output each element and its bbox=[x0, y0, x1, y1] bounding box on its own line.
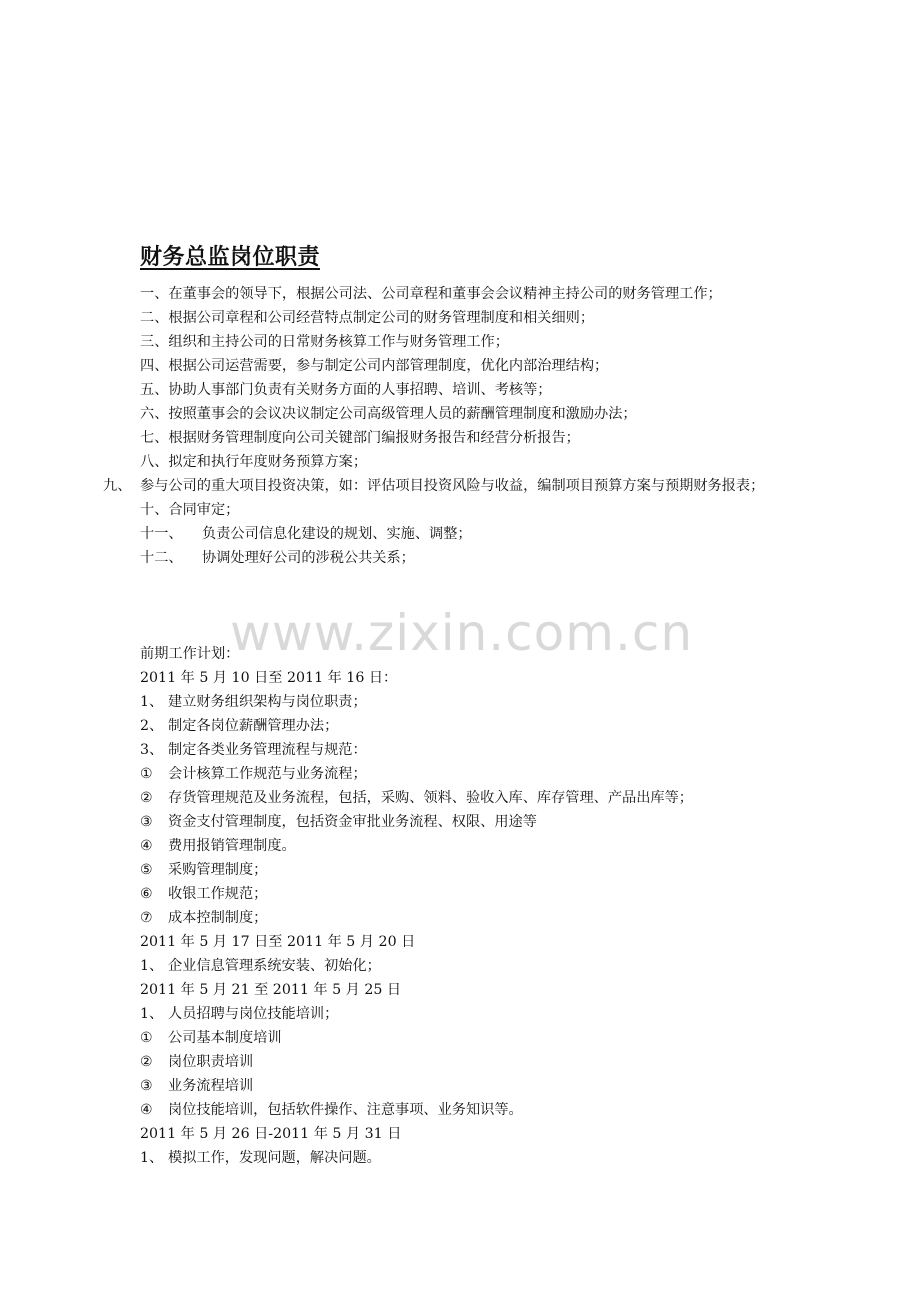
list-item bbox=[140, 738, 790, 762]
plan-period: 2011 年 5 月 21 至 2011 年 5 月 25 日 bbox=[140, 982, 402, 998]
duty-text: 拟定和执行年度财务预算方案； bbox=[168, 454, 368, 470]
sub-item bbox=[140, 786, 790, 810]
duty-number: 二、 bbox=[140, 310, 169, 326]
sub-item bbox=[140, 882, 790, 906]
duty-item bbox=[140, 306, 790, 330]
document-page bbox=[103, 0, 790, 1302]
item-text: 企业信息管理系统安装、初始化； bbox=[168, 958, 381, 974]
circled-number: ② bbox=[140, 790, 153, 806]
circled-number: ④ bbox=[140, 1102, 153, 1118]
sub-item bbox=[140, 1026, 790, 1050]
list-item bbox=[140, 690, 790, 714]
list-item bbox=[140, 714, 790, 738]
duty-item: 九、 参与公司的重大项目投资决策，如：评估项目投资风险与收益，编制项目预算方案与预期财务报表； bbox=[103, 478, 765, 494]
duty-item bbox=[140, 282, 790, 306]
item-text: 成本控制制度； bbox=[168, 910, 268, 926]
duty-text: 参与公司的重大项目投资决策，如：评估项目投资风险与收益，编制项目预算方案与预期财务报表； bbox=[140, 478, 765, 494]
duty-number: 七、 bbox=[140, 430, 169, 446]
item-number: 3、 bbox=[140, 742, 164, 758]
duty-item bbox=[140, 354, 790, 378]
item-text: 费用报销管理制度。 bbox=[168, 838, 296, 854]
list-item bbox=[140, 954, 790, 978]
duty-text: 协助人事部门负责有关财务方面的人事招聘、培训、考核等； bbox=[168, 382, 552, 398]
circled-number: ⑥ bbox=[140, 886, 153, 902]
sub-item bbox=[140, 1074, 790, 1098]
duty-number: 六、 bbox=[140, 406, 169, 422]
sub-item bbox=[140, 858, 790, 882]
duty-number: 八、 bbox=[140, 454, 169, 470]
sub-item bbox=[140, 1098, 790, 1122]
duty-text: 根据公司运营需要，参与制定公司内部管理制度，优化内部治理结构； bbox=[168, 358, 609, 374]
duty-item bbox=[140, 450, 790, 474]
sub-item bbox=[140, 1050, 790, 1074]
duty-item bbox=[140, 522, 790, 546]
duties-list bbox=[103, 282, 790, 570]
item-text: 收银工作规范； bbox=[168, 886, 268, 902]
duty-text: 组织和主持公司的日常财务核算工作与财务管理工作； bbox=[168, 334, 509, 350]
list-item bbox=[140, 1002, 790, 1026]
page-title: 财务总监岗位职责 bbox=[140, 245, 321, 270]
duty-number: 四、 bbox=[140, 358, 169, 374]
item-text: 模拟工作，发现问题，解决问题。 bbox=[168, 1150, 381, 1166]
sub-item bbox=[140, 762, 790, 786]
list-item bbox=[140, 1146, 790, 1170]
item-number: 1、 bbox=[140, 1006, 164, 1022]
circled-number: ④ bbox=[140, 838, 153, 854]
work-plan bbox=[140, 642, 790, 1170]
circled-number: ③ bbox=[140, 814, 153, 830]
duty-item bbox=[140, 546, 790, 570]
plan-period: 2011 年 5 月 17 日至 2011 年 5 月 20 日 bbox=[140, 934, 416, 950]
duty-number: 五、 bbox=[140, 382, 169, 398]
circled-number: ② bbox=[140, 1054, 153, 1070]
duty-text: 根据财务管理制度向公司关键部门编报财务报告和经营分析报告； bbox=[168, 430, 580, 446]
item-text: 人员招聘与岗位技能培训； bbox=[168, 1006, 339, 1022]
item-number: 1、 bbox=[140, 958, 164, 974]
item-number: 2、 bbox=[140, 718, 164, 734]
duty-text: 按照董事会的会议决议制定公司高级管理人员的薪酬管理制度和激励办法； bbox=[168, 406, 637, 422]
item-text: 制定各类业务管理流程与规范： bbox=[168, 742, 367, 758]
duty-text: 负责公司信息化建设的规划、实施、调整； bbox=[202, 526, 472, 542]
duty-item bbox=[140, 378, 790, 402]
duty-item bbox=[140, 402, 790, 426]
duty-item bbox=[140, 498, 790, 522]
item-text: 业务流程培训 bbox=[168, 1078, 254, 1094]
item-text: 会计核算工作规范与业务流程； bbox=[168, 766, 367, 782]
duty-text: 协调处理好公司的涉税公共关系； bbox=[202, 550, 415, 566]
duty-item bbox=[140, 426, 790, 450]
duty-text: 合同审定； bbox=[168, 502, 240, 518]
circled-number: ⑦ bbox=[140, 910, 153, 926]
item-number: 1、 bbox=[140, 1150, 164, 1166]
item-number: 1、 bbox=[140, 694, 164, 710]
circled-number: ① bbox=[140, 1030, 153, 1046]
item-text: 公司基本制度培训 bbox=[168, 1030, 282, 1046]
duty-number: 十、 bbox=[140, 502, 169, 518]
item-text: 制定各岗位薪酬管理办法； bbox=[168, 718, 339, 734]
watermark: www.zixin.com.cn bbox=[230, 604, 694, 662]
duty-number: 十二、 bbox=[140, 550, 183, 566]
duty-number: 一、 bbox=[140, 286, 169, 302]
sub-item bbox=[140, 834, 790, 858]
plan-period: 2011 年 5 月 10 日至 2011 年 16 日： bbox=[140, 670, 398, 686]
circled-number: ③ bbox=[140, 1078, 153, 1094]
item-text: 资金支付管理制度，包括资金审批业务流程、权限、用途等 bbox=[168, 814, 537, 830]
item-text: 存货管理规范及业务流程，包括，采购、领料、验收入库、库存管理、产品出库等； bbox=[168, 790, 693, 806]
sub-item bbox=[140, 810, 790, 834]
item-text: 岗位技能培训，包括软件操作、注意事项、业务知识等。 bbox=[168, 1102, 523, 1118]
plan-period: 2011 年 5 月 26 日-2011 年 5 月 31 日 bbox=[140, 1126, 402, 1142]
item-text: 采购管理制度； bbox=[168, 862, 268, 878]
duty-text: 根据公司章程和公司经营特点制定公司的财务管理制度和相关细则； bbox=[168, 310, 595, 326]
duty-number: 十一、 bbox=[140, 526, 183, 542]
sub-item bbox=[140, 906, 790, 930]
item-text: 岗位职责培训 bbox=[168, 1054, 254, 1070]
plan-heading: 前期工作计划： bbox=[140, 646, 240, 662]
circled-number: ⑤ bbox=[140, 862, 153, 878]
item-text: 建立财务组织架构与岗位职责； bbox=[168, 694, 367, 710]
duty-number: 三、 bbox=[140, 334, 169, 350]
duty-item bbox=[140, 330, 790, 354]
circled-number: ① bbox=[140, 766, 153, 782]
duty-text: 在董事会的领导下，根据公司法、公司章程和董事会会议精神主持公司的财务管理工作； bbox=[168, 286, 722, 302]
